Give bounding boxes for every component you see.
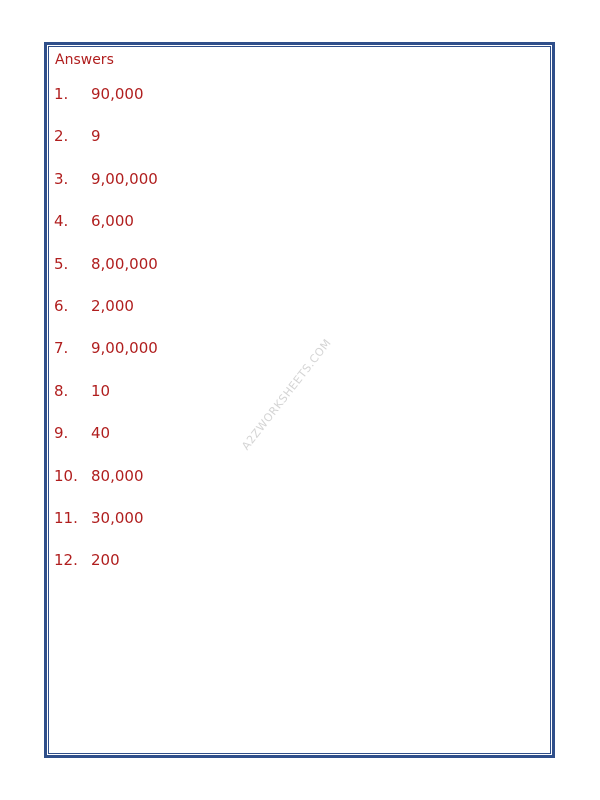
- answer-value: 9,00,000: [91, 169, 158, 188]
- answer-value: 9: [91, 127, 101, 146]
- answer-number: 5.: [54, 254, 69, 273]
- answer-number: 6.: [54, 296, 69, 315]
- answer-value: 8,00,000: [91, 254, 158, 273]
- answer-number: 8.: [54, 381, 69, 400]
- answer-value: 2,000: [91, 296, 134, 315]
- answer-number: 3.: [54, 169, 69, 188]
- page-border-inner: [48, 46, 551, 754]
- answer-value: 80,000: [91, 466, 144, 485]
- answer-value: 6,000: [91, 212, 134, 231]
- answer-number: 11.: [54, 508, 78, 527]
- answer-value: 40: [91, 424, 111, 443]
- answer-value: 30,000: [91, 508, 144, 527]
- watermark: A2ZWORKSHEETS.COM: [239, 336, 334, 453]
- answer-number: 4.: [54, 212, 69, 231]
- answer-value: 10: [91, 381, 111, 400]
- answer-number: 9.: [54, 424, 69, 443]
- answer-number: 10.: [54, 466, 78, 485]
- answer-value: 200: [91, 551, 120, 570]
- answer-number: 7.: [54, 339, 69, 358]
- answer-number: 12.: [54, 551, 78, 570]
- answer-value: 90,000: [91, 85, 144, 103]
- answer-number: 2.: [54, 127, 69, 146]
- answers-heading: Answers: [55, 52, 114, 68]
- answer-value: 9,00,000: [91, 339, 158, 358]
- answer-number: 1.: [54, 85, 69, 103]
